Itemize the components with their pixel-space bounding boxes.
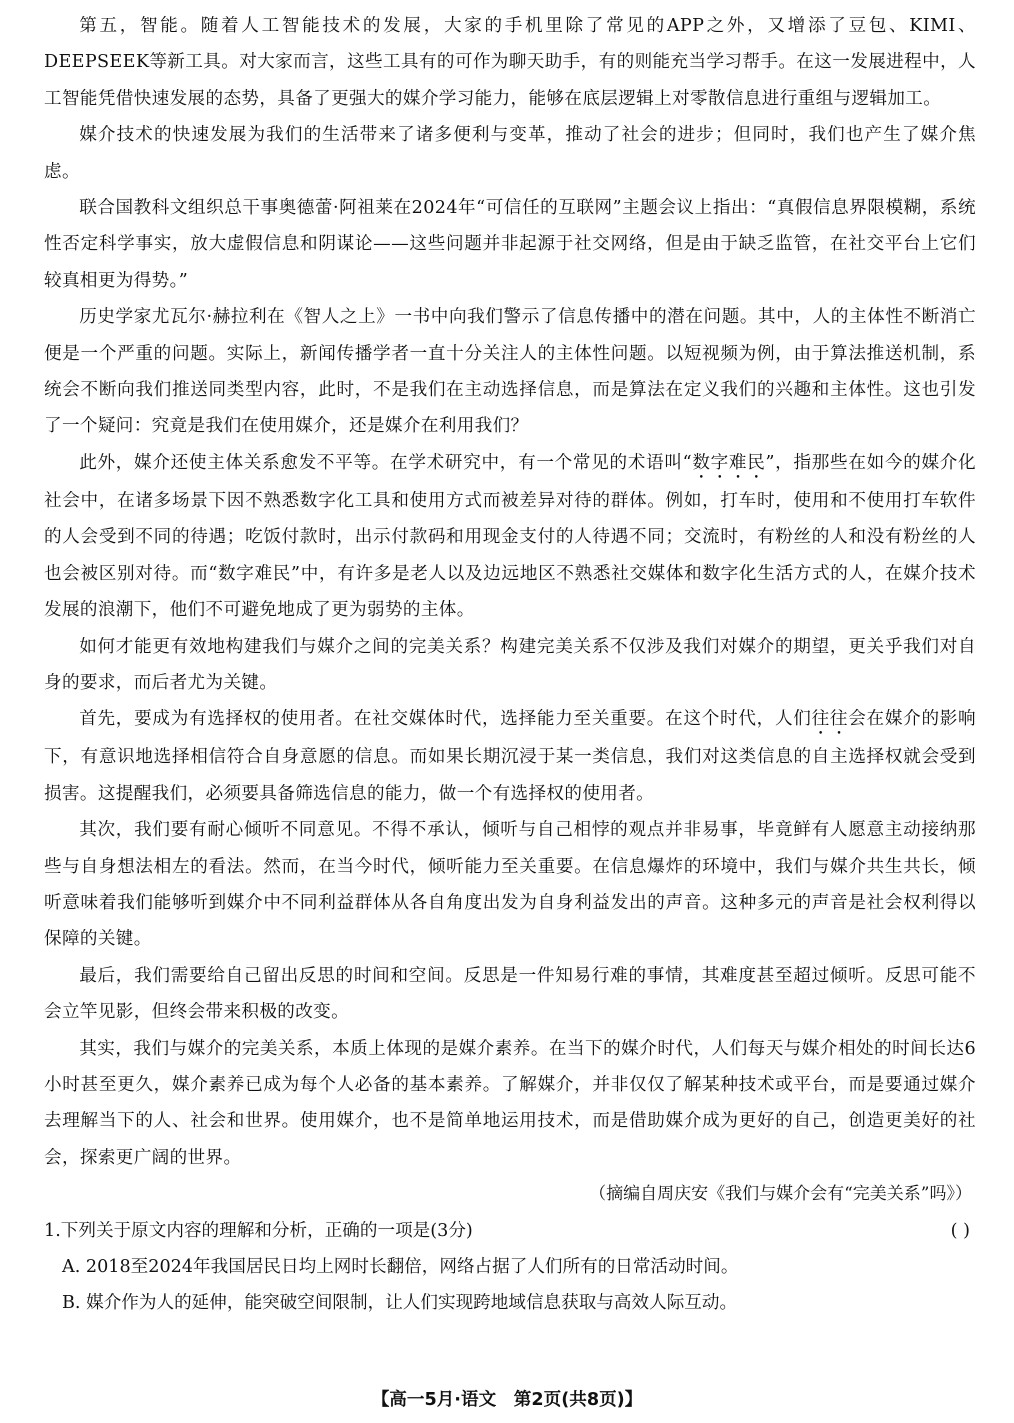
paragraph-first-choice bbox=[44, 701, 976, 812]
page-footer: 【高一5月·语文 第2页(共8页)】 bbox=[371, 1390, 643, 1410]
paragraph-intelligence: 第五，智能。随着人工智能技术的发展，大家的手机里除了常见的APP之外，又增添了豆包、KIMI、DEEPSEEK等新工具。对大家而言，这些工具有的可作为聊天助手，有的则能充当学习帮手。在这一发展进程中，人工智能凭借快速发展的态势，具备了更强大的媒介学习能力，能够在底层逻辑上对零散信息进行重组与逻辑加工。 bbox=[44, 16, 976, 109]
text-segment: ”，指那些在如今的媒介化社会中，在诸多场景下因不熟悉数字化工具和使用方式而被差异对待的群体。例如，打车时，使用和不使用打车软件的人会受到不同的待遇；吃饭付款时，出示付款码和用现金支付的人待遇不同；交流时，有粉丝的人和没有粉丝的人也会被区别对待。而“数字难民”中，有许多是老人以及边远地区不熟悉社交媒体和数字化生活方式的人，在媒介技术发展的浪潮下，他们不可避免地成了更为弱势的主体。 bbox=[44, 452, 976, 621]
option-b: B. 媒介作为人的延伸，能突破空间限制，让人们实现跨地域信息获取与高效人际互动。 bbox=[62, 1293, 738, 1314]
paragraph-media-literacy: 其实，我们与媒介的完美关系，本质上体现的是媒介素养。在当下的媒介时代，人们每天与媒介相处的时间长达6小时甚至更久，媒介素养已成为每个人必备的基本素养。了解媒介，并非仅仅了解某种技术或平台，而是要通过媒介去理解当下的人、社会和世界。使用媒介，也不是简单地运用技术，而是借助媒介成为更好的自己，创造更美好的社会，探索更广阔的世界。 bbox=[44, 1038, 976, 1168]
emphasized-term: 数字难民 bbox=[692, 452, 766, 473]
paragraph-second-listen: 其次，我们要有耐心倾听不同意见。不得不承认，倾听与自己相悖的观点并非易事，毕竟鲜有人愿意主动接纳那些与自身想法相左的看法。然而，在当今时代，倾听能力至关重要。在信息爆炸的环境中，我们与媒介共生共长，倾听意味着我们能够听到媒介中不同利益群体从各自角度出发为自身利益发出的声音。这种多元的声音是社会权利得以保障的关键。 bbox=[44, 820, 976, 950]
paragraph-last-reflect: 最后，我们需要给自己留出反思的时间和空间。反思是一件知易行难的事情，其难度甚至超过倾听。反思可能不会立竿见影，但终会带来积极的改变。 bbox=[44, 965, 976, 1023]
source-citation: （摘编自周庆安《我们与媒介会有“完美关系”吗》） bbox=[589, 1184, 972, 1205]
text-segment: 会在媒介的影响下，有意识地选择相信符合自身意愿的信息。而如果长期沉浸于某一类信息，我们对这类信息的自主选择权就会受到损害。这提醒我们，必须要具备筛选信息的能力，做一个有选择权的使用者。 bbox=[44, 709, 977, 804]
text-segment: 此外，媒介还使主体关系愈发不平等。在学术研究中，有一个常见的术语叫“ bbox=[79, 452, 692, 473]
paragraph-media-anxiety: 媒介技术的快速发展为我们的生活带来了诸多便利与变革，推动了社会的进步；但同时，我们也产生了媒介焦虑。 bbox=[44, 125, 976, 182]
paragraph-unesco-quote: 联合国教科文组织总干事奥德蕾·阿祖莱在2024年“可信任的互联网”主题会议上指出：“真假信息界限模糊，系统性否定科学事实，放大虚假信息和阴谋论——这些问题并非起源于社交网络，但是由于缺乏监管，在社交平台上它们较真相更为得势。” bbox=[44, 198, 976, 291]
answer-bracket: ( ) bbox=[950, 1220, 970, 1241]
emphasized-term: 往往 bbox=[811, 709, 849, 730]
paragraph-digital-refugees bbox=[44, 445, 976, 629]
question-1 bbox=[44, 1213, 976, 1249]
article-page bbox=[44, 8, 976, 1322]
text-segment: 首先，要成为有选择权的使用者。在社交媒体时代，选择能力至关重要。在这个时代，人们 bbox=[79, 709, 812, 730]
paragraph-perfect-relation: 如何才能更有效地构建我们与媒介之间的完美关系？构建完美关系不仅涉及我们对媒介的期望，更关乎我们对自身的要求，而后者尤为关键。 bbox=[44, 636, 976, 693]
paragraph-harari: 历史学家尤瓦尔·赫拉利在《智人之上》一书中向我们警示了信息传播中的潜在问题。其中，人的主体性不断消亡便是一个严重的问题。实际上，新闻传播学者一直十分关注人的主体性问题。以短视频为例，由于算法推送机制，系统会不断向我们推送同类型内容，此时，不是我们在主动选择信息，而是算法在定义我们的兴趣和主体性。这也引发了一个疑问：究竟是我们在使用媒介，还是媒介在利用我们？ bbox=[44, 307, 976, 437]
question-stem: 1.下列关于原文内容的理解和分析，正确的一项是(3分) bbox=[44, 1220, 473, 1241]
option-a: A. 2018至2024年我国居民日均上网时长翻倍，网络占据了人们所有的日常活动时间。 bbox=[62, 1257, 739, 1277]
